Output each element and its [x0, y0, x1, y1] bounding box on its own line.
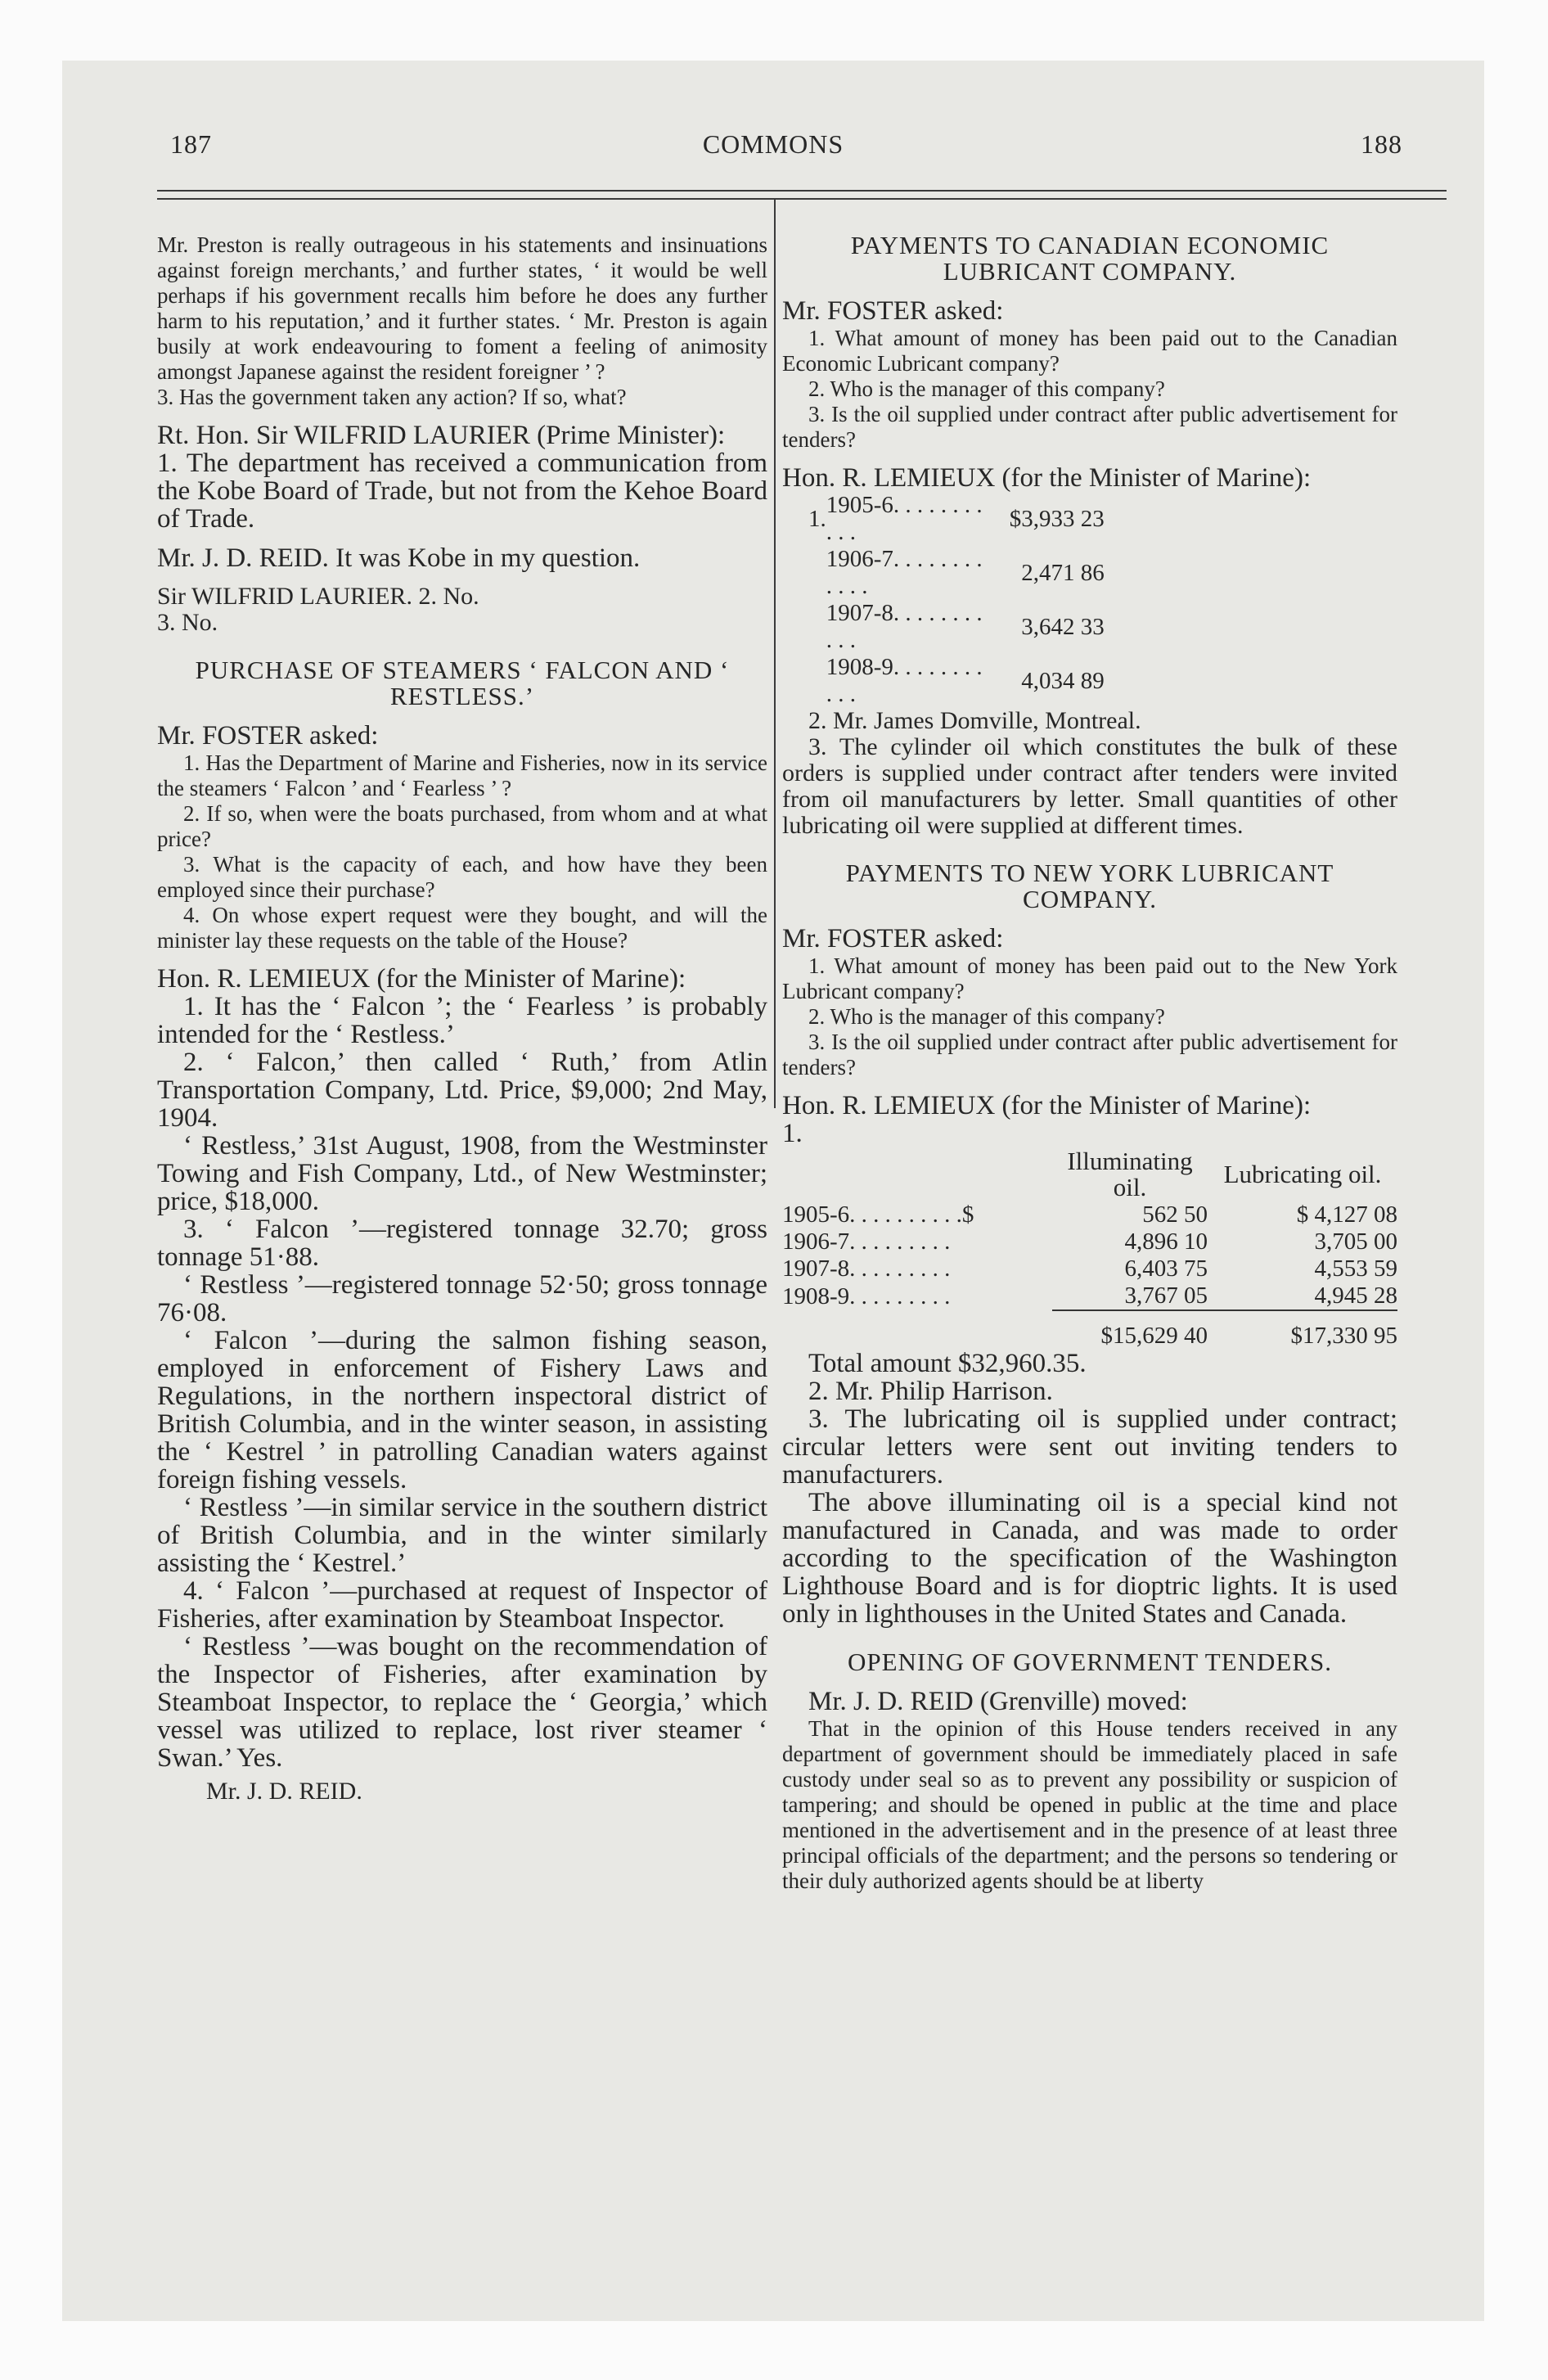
signature-line: Mr. J. D. REID. — [206, 1778, 362, 1805]
lubricating-cell: 4,945 28 — [1314, 1282, 1397, 1309]
answer: Total amount $32,960.35. — [808, 1349, 1087, 1378]
item-number — [808, 654, 826, 708]
section-heading: PAYMENTS TO NEW YORK LUBRICANT COMPANY. — [845, 859, 1334, 913]
question: 1. What amount of money has been paid out to the New York Lubricant company? — [782, 953, 1397, 1003]
running-title: COMMONS — [702, 129, 844, 159]
question: 2. If so, when were the boats purchased, from whom and at what price? — [157, 801, 767, 851]
lubricant-payments-table — [782, 1147, 1397, 1350]
speaker-line: Hon. R. LEMIEUX (for the Minister of Marine): — [782, 463, 1312, 493]
motion-text: That in the opinion of this House tenders received in any department of government should be immediately placed in safe custody under seal so as to prevent any possibility or suspicion of tampering; and should be opened in public at the time and place mentioned in the advertisement and in the presence of at least three principal officials of the department; and the persons so tendering or their duly authorized agents should be at liberty — [782, 1716, 1397, 1893]
table-row — [808, 654, 1105, 708]
payments-table — [808, 492, 1105, 708]
answer: 1. It has the ‘ Falcon ’; the ‘ Fearless ’ is probably intended for the ‘ Restless.’ — [157, 992, 767, 1049]
speaker-line: Hon. R. LEMIEUX (for the Minister of Marine): — [157, 964, 686, 994]
question: 3. What is the capacity of each, and how have they been employed since their purchase? — [157, 852, 767, 902]
illuminating-cell: 3,767 05 — [1124, 1282, 1208, 1309]
column-header: Lubricating oil. — [1223, 1160, 1382, 1188]
question: 2. Who is the manager of this company? — [808, 376, 1165, 401]
answer: ‘ Restless ’—was bought on the recommendation of the Inspector of Fisheries, after examination by Steamboat Inspector, to replace the ‘ Georgia,’ which vessel was utilized to replace, lost river steamer ‘ Swan.’ Yes. — [157, 1632, 767, 1773]
section-heading: PURCHASE OF STEAMERS ‘ FALCON AND ‘ RESTLESS.’ — [195, 656, 730, 710]
lubricating-total: $17,330 95 — [1208, 1310, 1397, 1350]
answer: ‘ Falcon ’—during the salmon fishing season, employed in enforcement of Fishery Laws and Regulations, in the northern inspectoral district of British Columbia, and in the winter season, in assisting the ‘ Kestrel ’ in patrolling Canadian waters against foreign fishing vessels. — [157, 1326, 767, 1494]
header-rule-bottom — [157, 198, 1447, 200]
year-cell: 1907-8. . . . . . . . . — [782, 1255, 951, 1282]
table-row — [782, 1282, 1397, 1310]
lubricating-cell: 3,705 00 — [1314, 1228, 1397, 1255]
paragraph: 3. No. — [157, 609, 218, 636]
page-number-left: 187 — [170, 129, 212, 159]
item-number: 1. — [782, 1119, 803, 1148]
answer: ‘ Restless ’—in similar service in the southern district of British Columbia, and in the winter similarly assisting the ‘ Kestrel.’ — [157, 1493, 767, 1578]
paragraph: 1. The department has received a communication from the Kobe Board of Trade, but not from the Kehoe Board of Trade. — [157, 449, 767, 534]
year-cell: 1908-9. . . . . . . . . . . — [826, 654, 983, 707]
asked-line: Mr. FOSTER asked: — [782, 296, 1004, 326]
column-header: Illuminating oil. — [1067, 1147, 1193, 1201]
section-heading: OPENING OF GOVERNMENT TENDERS. — [847, 1648, 1333, 1676]
speaker-line: Rt. Hon. Sir WILFRID LAURIER (Prime Minister): — [157, 421, 726, 450]
illuminating-cell: 562 50 — [1142, 1201, 1208, 1228]
answer: 2. ‘ Falcon,’ then called ‘ Ruth,’ from Atlin Transportation Company, Ltd. Price, $9,000; 2nd May, 1904. — [157, 1048, 767, 1133]
amount-cell: 3,642 33 — [1021, 613, 1105, 640]
item-number — [808, 600, 826, 654]
question: 4. On whose expert request were they bought, and will the minister lay these requests on the table of the House? — [157, 903, 767, 953]
illuminating-cell: 4,896 10 — [1124, 1228, 1208, 1255]
answer: 3. The cylinder oil which constitutes the bulk of these orders is supplied under contract after tenders were invited from oil manufacturers by letter. Small quantities of other lubricating oil were supplied at different times. — [782, 733, 1397, 839]
moved-line: Mr. J. D. REID (Grenville) moved: — [808, 1687, 1188, 1716]
asked-line: Mr. FOSTER asked: — [782, 924, 1004, 953]
answer: 3. The lubricating oil is supplied under contract; circular letters were sent out inviting tenders to manufacturers. — [782, 1404, 1397, 1490]
left-column — [157, 232, 767, 1805]
table-header-row — [782, 1147, 1397, 1201]
question: 1. What amount of money has been paid out to the Canadian Economic Lubricant company? — [782, 326, 1397, 376]
question: 2. Who is the manager of this company? — [808, 1004, 1165, 1029]
asked-line: Mr. FOSTER asked: — [157, 721, 379, 751]
paragraph: Mr. J. D. REID. It was Kobe in my question. — [157, 543, 641, 573]
page-number-right: 188 — [1361, 129, 1402, 159]
answer: ‘ Restless ’—registered tonnage 52·50; gross tonnage 76·08. — [157, 1270, 767, 1327]
scanned-page — [62, 61, 1484, 2321]
answer: 2. Mr. Philip Harrison. — [808, 1377, 1053, 1406]
paragraph: Sir WILFRID LAURIER. 2. No. — [157, 583, 479, 610]
illuminating-total: $15,629 40 — [1052, 1310, 1208, 1350]
table-row — [808, 600, 1105, 654]
item-number — [808, 546, 826, 600]
answer: The above illuminating oil is a special kind not manufactured in Canada, and was made to order according to the specification of the Washington Lighthouse Board and is for dioptric lights. It is used only in lighthouses in the United States and Canada. — [782, 1488, 1397, 1629]
table-row — [782, 1201, 1397, 1228]
year-cell: 1905-6. . . . . . . . . .$ — [782, 1201, 974, 1228]
illuminating-cell: 6,403 75 — [1124, 1255, 1208, 1282]
amount-cell: $3,933 23 — [1009, 505, 1105, 532]
answer: 2. Mr. James Domville, Montreal. — [808, 707, 1141, 734]
answer: ‘ Restless,’ 31st August, 1908, from the Westminster Towing and Fish Company, Ltd., of New Westminster; price, $18,000. — [157, 1131, 767, 1216]
right-column — [782, 232, 1397, 1894]
answer: 3. ‘ Falcon ’—registered tonnage 32.70; gross tonnage 51·88. — [157, 1215, 767, 1272]
table-row — [782, 1228, 1397, 1255]
header-rule-top — [157, 190, 1447, 192]
section-heading: PAYMENTS TO CANADIAN ECONOMIC LUBRICANT COMPANY. — [850, 231, 1330, 286]
year-cell: 1906-7. . . . . . . . . — [782, 1228, 951, 1255]
paragraph: 3. Has the government taken any action? If so, what? — [157, 385, 627, 409]
table-row — [782, 1255, 1397, 1282]
lubricating-cell: 4,553 59 — [1314, 1255, 1397, 1282]
paragraph: Mr. Preston is really outrageous in his statements and insinuations against foreign merchants,’ and further states, ‘ it would be well perhaps if his government recalls him before he does any further harm to his reputation,’ and it further states. ‘ Mr. Preston is again busily at work endeavouring to foment a feeling of animosity amongst Japanese against the resident foreigner ’ ? — [157, 232, 767, 384]
table-total-row — [782, 1310, 1397, 1350]
year-cell: 1906-7. . . . . . . . . . . . — [826, 546, 983, 599]
speaker-line: Hon. R. LEMIEUX (for the Minister of Marine): — [782, 1091, 1312, 1120]
lubricating-cell: $ 4,127 08 — [1296, 1201, 1397, 1228]
table-row — [808, 546, 1105, 600]
page-header — [62, 129, 1484, 170]
year-cell: 1905-6. . . . . . . . . . . — [826, 492, 983, 545]
table-row — [808, 492, 1105, 546]
year-cell: 1908-9. . . . . . . . . — [782, 1283, 951, 1309]
question: 1. Has the Department of Marine and Fisheries, now in its service the steamers ‘ Falcon ’ and ‘ Fearless ’ ? — [157, 751, 767, 800]
year-cell: 1907-8. . . . . . . . . . . — [826, 600, 983, 653]
item-number: 1. — [808, 505, 826, 532]
column-divider — [774, 200, 776, 1108]
amount-cell: 2,471 86 — [1021, 559, 1105, 586]
amount-cell: 4,034 89 — [1021, 667, 1105, 694]
answer: 4. ‘ Falcon ’—purchased at request of Inspector of Fisheries, after examination by Steamboat Inspector. — [157, 1576, 767, 1634]
question: 3. Is the oil supplied under contract after public advertisement for tenders? — [782, 1030, 1397, 1080]
question: 3. Is the oil supplied under contract after public advertisement for tenders? — [782, 402, 1397, 452]
